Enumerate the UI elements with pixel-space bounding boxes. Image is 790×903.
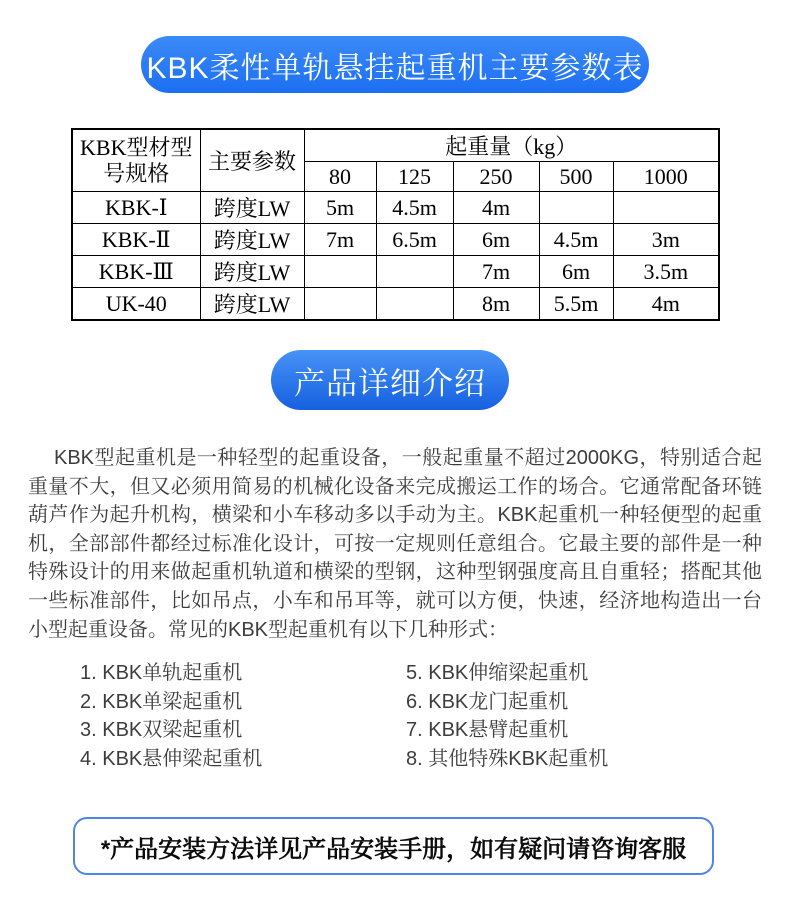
table-row (72, 224, 719, 256)
table-cell: 4.5m (539, 224, 613, 256)
table-cell (304, 256, 376, 288)
crane-type-item: 3. KBK双梁起重机 (80, 719, 243, 742)
crane-type-item: 5. KBK伸缩梁起重机 (406, 662, 589, 684)
section-title-badge (271, 350, 509, 410)
table-cell: 7m (453, 256, 539, 288)
table-cell: 6m (453, 224, 539, 256)
table-cell: 4m (613, 288, 719, 321)
spec-table-header-model (72, 129, 200, 192)
table-cell: 3m (613, 224, 719, 256)
table-cell: 7m (304, 224, 376, 256)
capacity-col-1000: 1000 (613, 162, 719, 192)
crane-type-item: 8. 其他特殊KBK起重机 (406, 747, 609, 770)
crane-type-item: 2. KBK单梁起重机 (80, 690, 243, 713)
table-cell: 6.5m (376, 224, 453, 256)
crane-type-item: 6. KBK龙门起重机 (406, 690, 569, 713)
table-cell: 5.5m (539, 288, 613, 321)
table-row (72, 288, 719, 321)
table-cell (376, 288, 453, 321)
capacity-col-500: 500 (539, 162, 613, 192)
table-cell: 4m (453, 192, 539, 224)
spec-table (71, 128, 720, 321)
table-cell: 3.5m (613, 256, 719, 288)
crane-type-item: 7. KBK悬臂起重机 (406, 719, 569, 742)
model-cell: KBK-Ⅱ (72, 224, 200, 256)
section-title-label: 产品详细介绍 (294, 365, 486, 401)
spec-table-header-param: 主要参数 (200, 129, 304, 192)
param-cell: 跨度LW (200, 192, 304, 224)
table-cell: 6m (539, 256, 613, 288)
capacity-col-125: 125 (376, 162, 453, 192)
main-title-banner (141, 36, 649, 93)
model-cell: KBK-Ⅰ (72, 192, 200, 224)
table-row (72, 192, 719, 224)
model-header-line1: KBK型材型 (80, 134, 193, 160)
table-cell: 5m (304, 192, 376, 224)
install-note-text: *产品安装方法详见产品安装手册，如有疑问请咨询客服 (100, 835, 687, 863)
model-header-line2: 号规格 (103, 160, 170, 186)
table-header-row-1 (72, 129, 719, 162)
param-cell: 跨度LW (200, 288, 304, 321)
model-cell: KBK-Ⅲ (72, 256, 200, 288)
intro-paragraph: KBK型起重机是一种轻型的起重设备，一般起重量不超过2000KG，特别适合起重量不大，但又必须用简易的机械化设备来完成搬运工作的场合。它通常配备环链葫芦作为起升机构，横梁和小车移动多以手动为主。KBK起重机一种轻便型的起重机，全部部件都经过标准化设计，可按一定规则任意组合。它最主要的部件是一种特殊设计的用来做起重机轨道和横梁的型钢，这种型钢强度高且自重轻；搭配其他一些标准部件，比如吊点，小车和吊耳等，就可以方便，快速，经济地构造出一台小型起重设备。常见的KBK型起重机有以下几种形式： (28, 447, 762, 641)
param-cell: 跨度LW (200, 256, 304, 288)
table-cell (376, 256, 453, 288)
capacity-col-80: 80 (304, 162, 376, 192)
table-cell (539, 192, 613, 224)
table-cell (304, 288, 376, 321)
install-note-box (73, 817, 714, 875)
spec-table-header-capacity: 起重量（kg） (304, 129, 719, 162)
main-title: KBK柔性单轨悬挂起重机主要参数表 (146, 51, 644, 85)
crane-type-item: 4. KBK悬伸梁起重机 (80, 747, 263, 770)
crane-type-item: 1. KBK单轨起重机 (80, 662, 243, 684)
crane-type-list-left (80, 659, 262, 773)
table-cell (613, 192, 719, 224)
table-cell: 4.5m (376, 192, 453, 224)
table-row (72, 256, 719, 288)
crane-type-list-right (406, 659, 608, 773)
capacity-col-250: 250 (453, 162, 539, 192)
model-cell: UK-40 (72, 288, 200, 321)
param-cell: 跨度LW (200, 224, 304, 256)
table-cell: 8m (453, 288, 539, 321)
